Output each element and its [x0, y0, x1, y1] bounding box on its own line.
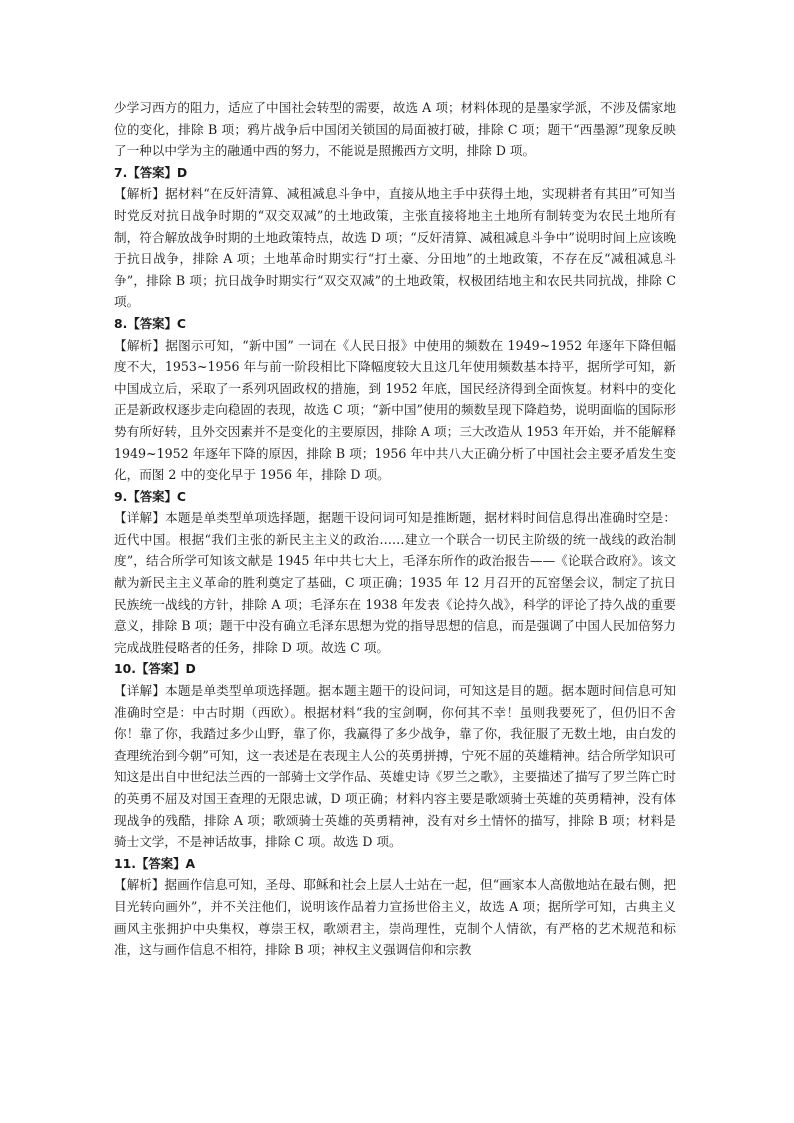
text-paragraph: 【详解】本题是单类型单项选择题，据题干设问词可知是推断题，据材料时间信息得出准确时空是：近代中国。根据“我们主张的新民主主义的政治……建立一个联合一切民主阶级的统一战线的政治制度”，结合所学可知该文献是 1945 年中共七大上，毛泽东所作的政治报告——《论联合政府》。该文献为新民主主义革命的胜利奠定了基础，C 项正确；1935 年 12 月召开的瓦窑堡会议，制定了抗日民族统一战线的方针，排除 A 项；毛泽东在 1938 年发表《论持久战》，科学的评论了持久战的重要意义，排除 B 项；题干中没有确立毛泽东思想为党的指导思想的信息，而是强调了中国人民加倍努力完成战胜侵略者的任务，排除 D 项。故选 C 项。 — [114, 510, 676, 655]
text-paragraph: 少学习西方的阻力，适应了中国社会转型的需要，故选 A 项；材料体现的是墨家学派，不涉及儒家地位的变化，排除 B 项；鸦片战争后中国闭关锁国的局面被打破，排除 C 项；题干“西墨源”现象反映了一种以中学为主的融通中西的努力，不能说是照搬西方文明，排除 D 项。 — [114, 100, 676, 159]
text-paragraph: 【解析】据材料“在反奸清算、减租减息斗争中，直接从地主手中获得土地，实现耕者有其田”可知当时党反对抗日战争时期的“双交双减”的土地政策，主张直接将地主土地所有制转变为农民土地所有制，符合解放战争时期的土地政策特点，故选 D 项；“反奸清算、减租减息斗争中”说明时间上应该晚于抗日战争，排除 A 项；土地革命时期实行“打土豪、分田地”的土地政策，不存在反“减租减息斗争”，排除 B 项；抗日战争时期实行“双交双减”的土地政策，权极团结地主和农民共同抗战，排除 C 项。 — [114, 186, 676, 310]
answer-heading: 11.【答案】A — [114, 855, 196, 871]
answer-heading: 9.【答案】C — [114, 488, 186, 504]
answer-heading: 10.【答案】D — [114, 661, 196, 677]
answer-heading: 8.【答案】C — [114, 315, 186, 331]
document-page — [114, 97, 676, 961]
text-paragraph: 【详解】本题是单类型单项选择题。据本题主题干的设问词，可知这是目的题。据本题时间信息可知准确时空是：中古时期（西欧）。根据材料“我的宝剑啊，你何其不幸！虽则我要死了，但仍旧不舍你！靠了你，我踏过多少山野，靠了你，我赢得了多少战争，靠了你，我征服了无数土地，由白发的查理统治到今朝”可知，这一表述是在表现主人公的英勇拼搏，宁死不屈的英雄精神。结合所学知识可知这是出自中世纪法兰西的一部骑士文学作品、英雄史诗《罗兰之歌》，主要描述了描写了罗兰阵亡时的英勇不屈及对国王查理的无限忠诚，D 项正确；材料内容主要是歌颂骑士英雄的英勇精神，没有体现战争的残酷，排除 A 项；歌颂骑士英雄的英勇精神，没有对乡土情怀的描写，排除 B 项；材料是骑士文学，不是神话故事，排除 C 项。故选 D 项。 — [114, 683, 676, 850]
answer-heading: 7.【答案】D — [114, 164, 188, 180]
text-paragraph: 【解析】据画作信息可知，圣母、耶稣和社会上层人士站在一起，但“画家本人高傲地站在最右侧，把目光转向画外”，并不关注他们，说明该作品着力宣扬世俗主义，故选 A 项；据所学可知，古典主义画风主张拥护中央集权，尊崇王权，歌颂君主，崇尚理性，克制个人情欲，有严格的艺术规范和标准，这与画作信息不相符，排除 B 项；神权主义强调信仰和宗教 — [114, 877, 676, 958]
text-paragraph: 【解析】据图示可知，“新中国” 一词在《人民日报》中使用的频数在 1949~1952 年逐年下降但幅度不大，1953~1956 年与前一阶段相比下降幅度较大且这几年使用频数基本持平，据所学可知，新中国成立后，采取了一系列巩固政权的措施，到 1952 年底，国民经济得到全面恢复。材料中的变化正是新政权逐步走向稳固的表现，故选 C 项；“新中国”使用的频数呈现下降趋势，说明面临的国际形势有所好转，且外交因素并不是变化的主要原因，排除 A 项；三大改造从 1953 年开始，并不能解释 1949~1952 年逐年下降的原因，排除 B 项；1956 年中共八大正确分析了中国社会主要矛盾发生变化，而图 2 中的变化早于 1956 年，排除 D 项。 — [114, 337, 676, 483]
